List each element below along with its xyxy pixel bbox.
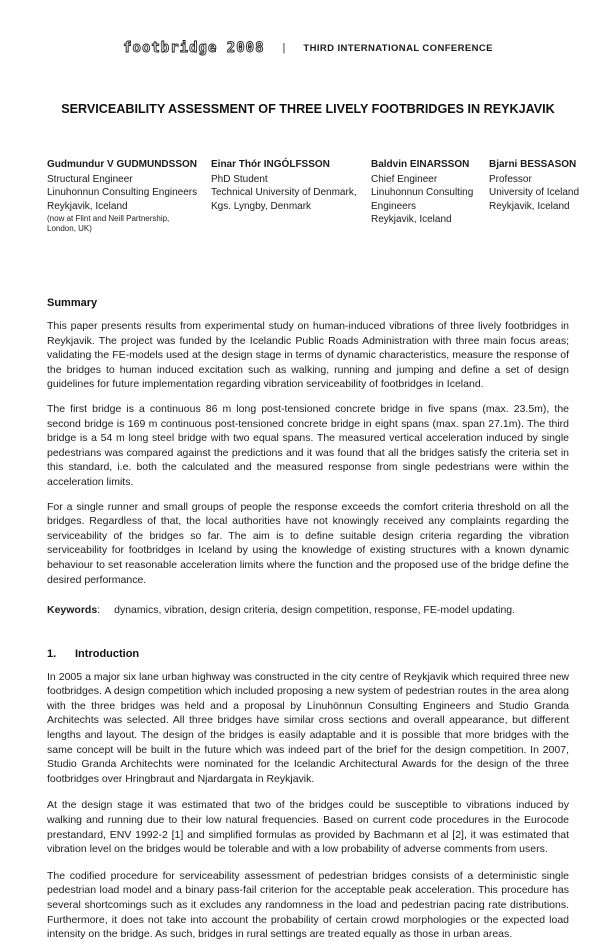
section-1-heading (47, 648, 569, 660)
introduction-paragraph-2: At the design stage it was estimated that two of the bridges could be susceptible to vibrations induced by walking and running due to their low natural frequencies. Based on current code procedures in the Eurocode prestandard, ENV 1992-2 [1] and simplified formulas as provided by Bachmann et al [2], it was estimated that vibration level on the bridges would be tolerable and with a low probability of adverse comments from users. (47, 799, 569, 856)
author-location: Reykjavik, Iceland (47, 200, 128, 212)
author-affiliation: University of Iceland (489, 187, 580, 198)
conference-name: THIRD INTERNATIONAL CONFERENCE (303, 42, 493, 54)
author-2 (211, 158, 371, 234)
author-role: Chief Engineer (371, 173, 438, 185)
author-1 (47, 158, 211, 234)
footbridge-2008-logo: footbridge 2008 (123, 40, 265, 56)
authors-block (47, 158, 607, 234)
introduction-paragraph-3: The codified procedure for serviceability assessment of pedestrian bridges consists of a deterministic single pedestrian load model and a binary pass-fail criterion for the acceptable peak acceleration. This procedure has several shortcomings such as it excludes any randomness in the load and pedestrian pacing rate distributions. Furthermore, it does not take into account the probability of certain crowd morphologies or the expected load intensity on the bridge. As such, bridges in rural settings are treated equally as those in urban areas. (47, 869, 569, 941)
section-number: 1. (47, 647, 57, 660)
author-affiliation: Technical University of Denmark, (211, 187, 357, 198)
author-name: Gudmundur V GUDMUNDSSON (47, 159, 197, 170)
paper-title: SERVICEABILITY ASSESSMENT OF THREE LIVELY FOOTBRIDGES IN REYKJAVIK (61, 102, 555, 116)
author-4 (489, 158, 607, 234)
keywords-colon: : (97, 604, 101, 617)
author-affiliation: Linuhonnun Consulting Engineers (47, 187, 198, 198)
author-role: Structural Engineer (47, 173, 133, 185)
summary-paragraph-3: For a single runner and small groups of people the response exceeds the comfort criteria threshold on all the bridges. Regardless of that, the local authorities have not knowingly received any complaints regarding the serviceability of the bridges so far. The aim is to define suitable design criteria regarding the vibration serviceability for footbridges in Iceland by using the knowledge of existing structures with a known dynamic behaviour to set reasonable acceleration limits where the function and the proposed use of the bridge define the desired performance. (47, 500, 569, 586)
author-role: Professor (489, 173, 532, 185)
summary-heading: Summary (47, 297, 98, 309)
author-name: Einar Thór INGÓLFSSON (211, 159, 330, 170)
keywords-label: Keywords (47, 604, 98, 617)
header-separator: | (282, 42, 286, 54)
author-affiliation: Linuhonnun Consulting Engineers (371, 187, 474, 212)
author-name: Bjarni BESSASON (489, 159, 577, 170)
author-location: Reykjavik, Iceland (371, 214, 452, 225)
author-location: Reykjavik, Iceland (489, 200, 570, 212)
keywords-text: dynamics, vibration, design criteria, design competition, response, FE-model updating. (114, 604, 516, 617)
paper-page (0, 40, 616, 941)
author-name: Baldvin EINARSSON (371, 159, 470, 170)
section-title: Introduction (75, 647, 140, 660)
author-3 (371, 158, 489, 234)
paper-body (47, 297, 569, 942)
summary-paragraph-2: The first bridge is a continuous 86 m long post-tensioned concrete bridge in five spans (max. 23.5m), the second bridge is 169 m continuous post-tensioned concrete bridge in eight spans (max. span 27.1m). The third bridge is a 54 m long steel bridge with two equal spans. The measured vertical acceleration induced by single pedestrians was compared against the predictions and it was found that all the bridges satisfy the criteria set in this standard, i.e. both the calculated and the measured response from single pedestrians were within the acceleration limits. (47, 402, 569, 488)
introduction-paragraph-1: In 2005 a major six lane urban highway was constructed in the city centre of Reykjavik which required three new footbridges. A design competition which included proposing a new system of pedestrian routes in the area along with the three bridges was held and a proposal by Línuhönnun Consulting Engineers and Studio Granda Architechts was selected. All three bridges have similar cross sections and overall appearance, but different lengths and layout. The design of the bridges is easily adaptable and it is possible that more bridges with the same concept will be built in the future which was indeed part of the brief for the design competition. In 2007, Studio Granda Architechts were nominated for the Icelandic Architectural Awards for the design of the three footbridges over Hringbraut and Njardargata in Reykjavik. (47, 670, 569, 785)
keywords-line (47, 603, 569, 618)
summary-paragraph-1: This paper presents results from experimental study on human-induced vibrations of three lively footbridges in Reykjavik. The project was funded by the Icelandic Public Roads Administration with three main focus areas; validating the FE-models used at the design stage in terms of dynamic characteristics, measure the response of the bridges to human induced excitation such as walking, running and jumping and define a set of design guidelines for future implementation regarding vibration serviceability of footbridges in Iceland. (47, 320, 569, 391)
author-note: (now at Flint and Neill Partnership, London, UK) (47, 214, 170, 233)
conference-header (0, 40, 616, 56)
author-role: PhD Student (211, 173, 268, 185)
author-location: Kgs. Lyngby, Denmark (211, 200, 312, 212)
